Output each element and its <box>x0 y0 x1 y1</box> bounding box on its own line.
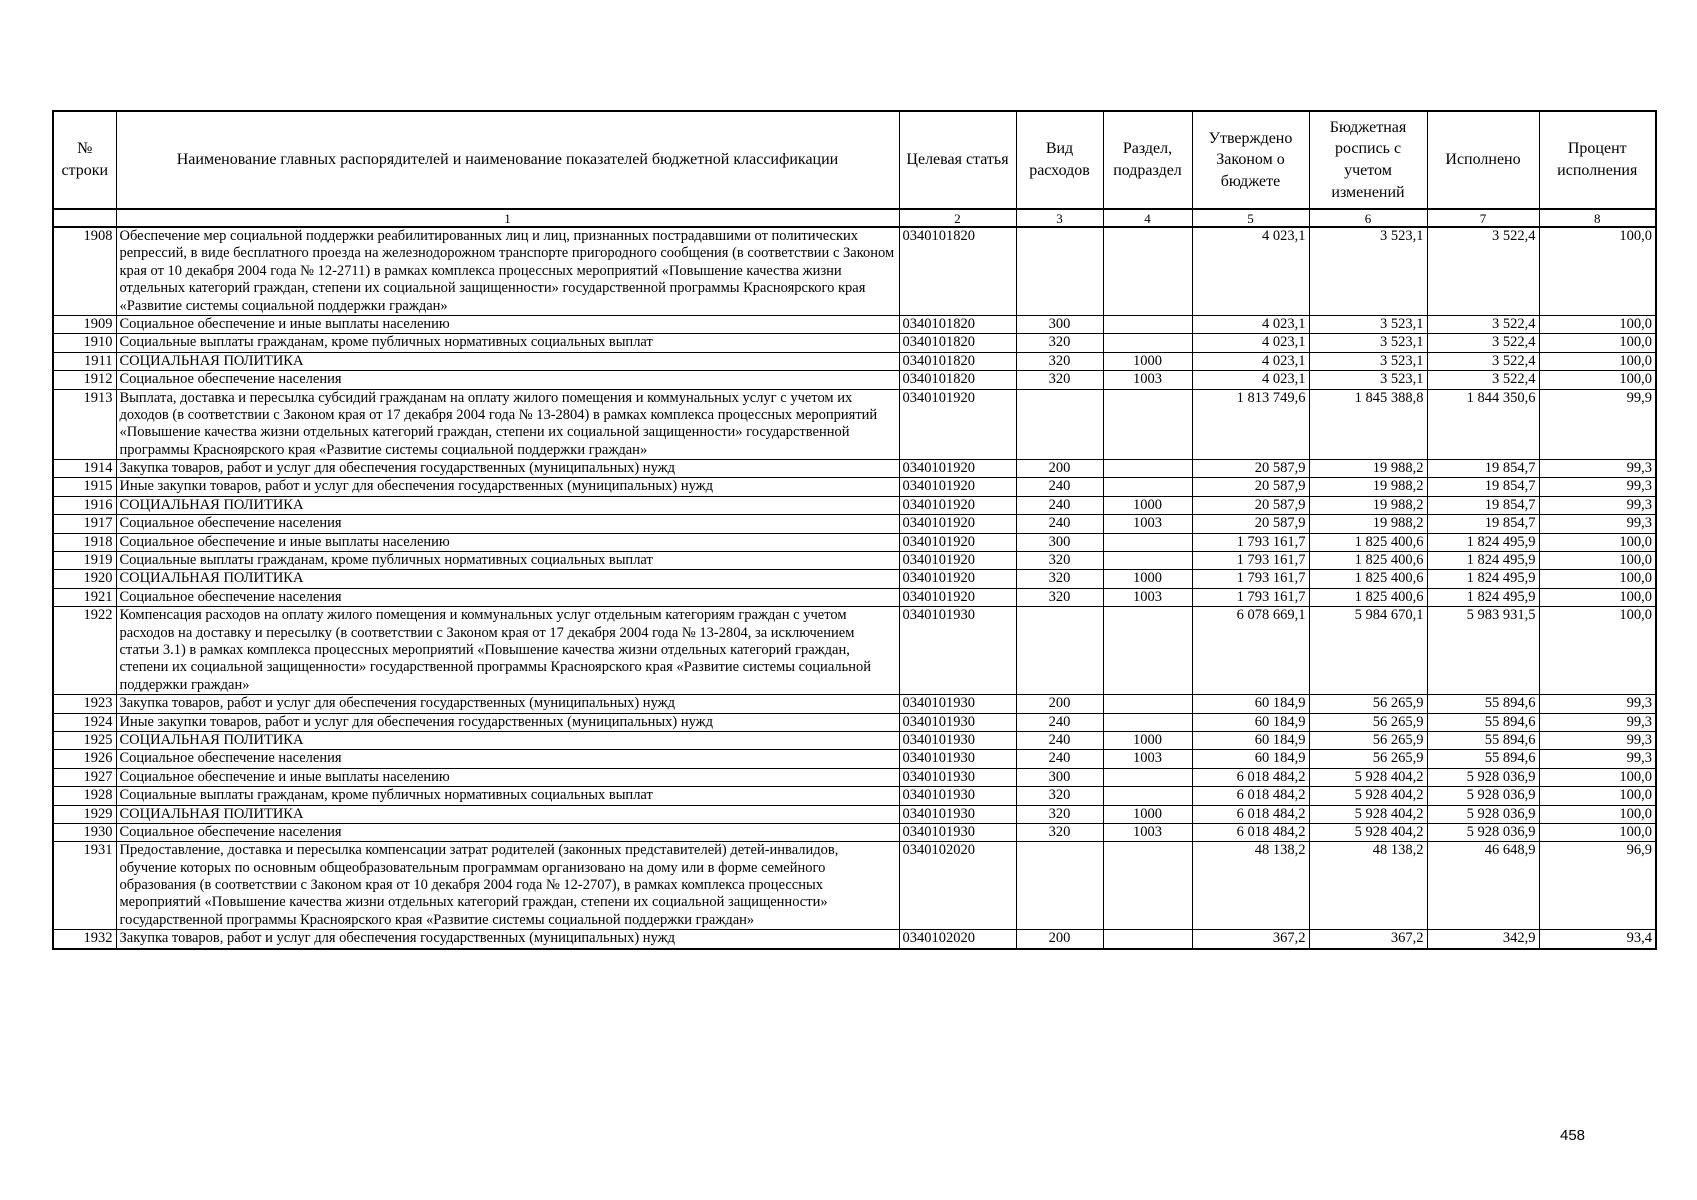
executed-amount-cell: 55 894,6 <box>1427 695 1539 713</box>
target-article-cell: 0340101820 <box>899 371 1016 389</box>
indicator-name-cell: Закупка товаров, работ и услуг для обеспечения государственных (муниципальных) нужд <box>116 930 899 949</box>
header-section: Раздел, подраздел <box>1103 111 1192 209</box>
execution-percent-cell: 99,3 <box>1539 695 1656 713</box>
table-row <box>53 588 1656 606</box>
budget-list-amount-cell: 5 928 404,2 <box>1309 805 1427 823</box>
execution-percent-cell: 100,0 <box>1539 588 1656 606</box>
approved-amount-cell: 60 184,9 <box>1192 713 1309 731</box>
expense-type-cell: 240 <box>1016 750 1103 768</box>
budget-list-amount-cell: 5 928 404,2 <box>1309 823 1427 841</box>
approved-amount-cell: 20 587,9 <box>1192 460 1309 478</box>
table-row <box>53 533 1656 551</box>
indicator-name-cell: Социальное обеспечение и иные выплаты населению <box>116 768 899 786</box>
row-number-cell: 1917 <box>53 515 116 533</box>
header-approved: Утверждено Законом о бюджете <box>1192 111 1309 209</box>
table-row <box>53 805 1656 823</box>
section-cell: 1000 <box>1103 731 1192 749</box>
approved-amount-cell: 1 793 161,7 <box>1192 588 1309 606</box>
approved-amount-cell: 60 184,9 <box>1192 695 1309 713</box>
execution-percent-cell: 100,0 <box>1539 768 1656 786</box>
header-expense-type: Вид расходов <box>1016 111 1103 209</box>
executed-amount-cell: 3 522,4 <box>1427 227 1539 315</box>
executed-amount-cell: 1 824 495,9 <box>1427 533 1539 551</box>
table-row <box>53 352 1656 370</box>
column-number: 4 <box>1103 209 1192 227</box>
execution-percent-cell: 99,3 <box>1539 713 1656 731</box>
expense-type-cell: 320 <box>1016 371 1103 389</box>
section-cell: 1000 <box>1103 570 1192 588</box>
row-number-cell: 1918 <box>53 533 116 551</box>
indicator-name-cell: Социальные выплаты гражданам, кроме публичных нормативных социальных выплат <box>116 787 899 805</box>
budget-list-amount-cell: 19 988,2 <box>1309 496 1427 514</box>
table-row <box>53 371 1656 389</box>
expense-type-cell: 320 <box>1016 823 1103 841</box>
executed-amount-cell: 46 648,9 <box>1427 842 1539 930</box>
indicator-name-cell: Социальное обеспечение населения <box>116 588 899 606</box>
budget-list-amount-cell: 367,2 <box>1309 930 1427 949</box>
expense-type-cell: 320 <box>1016 352 1103 370</box>
budget-list-amount-cell: 3 523,1 <box>1309 352 1427 370</box>
approved-amount-cell: 6 078 669,1 <box>1192 607 1309 695</box>
row-number-cell: 1916 <box>53 496 116 514</box>
indicator-name-cell: Компенсация расходов на оплату жилого помещения и коммунальных услуг отдельным категориям граждан с учетом расходов на доставку и пересылку (в соответствии с Законом края от 17 декабря 2004 года № 13-2804, за исключением статьи 3.1) в рамках комплекса процессных мероприятий «Повышение качества жизни отдельных категорий граждан, степени их социальной защищенности» государственной программы Красноярского края «Развитие системы социальной поддержки граждан» <box>116 607 899 695</box>
approved-amount-cell: 1 793 161,7 <box>1192 570 1309 588</box>
target-article-cell: 0340101930 <box>899 731 1016 749</box>
row-number-cell: 1910 <box>53 334 116 352</box>
expense-type-cell: 320 <box>1016 805 1103 823</box>
indicator-name-cell: СОЦИАЛЬНАЯ ПОЛИТИКА <box>116 570 899 588</box>
expense-type-cell <box>1016 842 1103 930</box>
page-number: 458 <box>1560 1127 1586 1144</box>
section-cell <box>1103 607 1192 695</box>
section-cell: 1000 <box>1103 352 1192 370</box>
column-number: 2 <box>899 209 1016 227</box>
approved-amount-cell: 367,2 <box>1192 930 1309 949</box>
execution-percent-cell: 99,9 <box>1539 389 1656 460</box>
row-number-cell: 1921 <box>53 588 116 606</box>
executed-amount-cell: 55 894,6 <box>1427 731 1539 749</box>
table-header-row <box>53 111 1656 209</box>
target-article-cell: 0340101930 <box>899 787 1016 805</box>
execution-percent-cell: 100,0 <box>1539 315 1656 333</box>
section-cell <box>1103 787 1192 805</box>
execution-percent-cell: 96,9 <box>1539 842 1656 930</box>
table-row <box>53 315 1656 333</box>
row-number-cell: 1930 <box>53 823 116 841</box>
section-cell: 1003 <box>1103 750 1192 768</box>
indicator-name-cell: Социальные выплаты гражданам, кроме публичных нормативных социальных выплат <box>116 552 899 570</box>
approved-amount-cell: 1 793 161,7 <box>1192 533 1309 551</box>
expense-type-cell: 320 <box>1016 334 1103 352</box>
executed-amount-cell: 19 854,7 <box>1427 478 1539 496</box>
execution-percent-cell: 100,0 <box>1539 607 1656 695</box>
column-number: 8 <box>1539 209 1656 227</box>
row-number-cell: 1925 <box>53 731 116 749</box>
approved-amount-cell: 6 018 484,2 <box>1192 787 1309 805</box>
executed-amount-cell: 1 824 495,9 <box>1427 570 1539 588</box>
approved-amount-cell: 4 023,1 <box>1192 352 1309 370</box>
section-cell <box>1103 478 1192 496</box>
target-article-cell: 0340101930 <box>899 805 1016 823</box>
executed-amount-cell: 55 894,6 <box>1427 750 1539 768</box>
header-target-article: Целевая статья <box>899 111 1016 209</box>
target-article-cell: 0340101920 <box>899 389 1016 460</box>
target-article-cell: 0340101920 <box>899 478 1016 496</box>
section-cell: 1003 <box>1103 371 1192 389</box>
row-number-cell: 1926 <box>53 750 116 768</box>
budget-list-amount-cell: 48 138,2 <box>1309 842 1427 930</box>
expense-type-cell: 300 <box>1016 768 1103 786</box>
executed-amount-cell: 5 928 036,9 <box>1427 768 1539 786</box>
target-article-cell: 0340101920 <box>899 570 1016 588</box>
approved-amount-cell: 4 023,1 <box>1192 371 1309 389</box>
header-executed: Исполнено <box>1427 111 1539 209</box>
table-row <box>53 496 1656 514</box>
approved-amount-cell: 4 023,1 <box>1192 334 1309 352</box>
executed-amount-cell: 55 894,6 <box>1427 713 1539 731</box>
table-row <box>53 570 1656 588</box>
approved-amount-cell: 1 813 749,6 <box>1192 389 1309 460</box>
approved-amount-cell: 6 018 484,2 <box>1192 768 1309 786</box>
indicator-name-cell: Закупка товаров, работ и услуг для обеспечения государственных (муниципальных) нужд <box>116 460 899 478</box>
header-budget-list: Бюджетная роспись с учетом изменений <box>1309 111 1427 209</box>
target-article-cell: 0340101820 <box>899 334 1016 352</box>
approved-amount-cell: 60 184,9 <box>1192 750 1309 768</box>
table-row <box>53 842 1656 930</box>
table-row <box>53 515 1656 533</box>
table-row <box>53 334 1656 352</box>
column-number: 7 <box>1427 209 1539 227</box>
section-cell: 1003 <box>1103 515 1192 533</box>
row-number-cell: 1932 <box>53 930 116 949</box>
table-row <box>53 460 1656 478</box>
row-number-cell: 1919 <box>53 552 116 570</box>
target-article-cell: 0340101820 <box>899 352 1016 370</box>
column-number: 1 <box>116 209 899 227</box>
row-number-cell: 1924 <box>53 713 116 731</box>
budget-list-amount-cell: 56 265,9 <box>1309 750 1427 768</box>
column-number-row <box>53 209 1656 227</box>
table-row <box>53 768 1656 786</box>
row-number-cell: 1928 <box>53 787 116 805</box>
indicator-name-cell: Социальное обеспечение и иные выплаты населению <box>116 315 899 333</box>
expense-type-cell: 240 <box>1016 496 1103 514</box>
execution-percent-cell: 100,0 <box>1539 371 1656 389</box>
target-article-cell: 0340101930 <box>899 823 1016 841</box>
indicator-name-cell: Иные закупки товаров, работ и услуг для обеспечения государственных (муниципальных) нужд <box>116 713 899 731</box>
budget-list-amount-cell: 1 825 400,6 <box>1309 533 1427 551</box>
execution-percent-cell: 93,4 <box>1539 930 1656 949</box>
approved-amount-cell: 6 018 484,2 <box>1192 823 1309 841</box>
executed-amount-cell: 3 522,4 <box>1427 334 1539 352</box>
column-number: 6 <box>1309 209 1427 227</box>
table-row <box>53 227 1656 315</box>
indicator-name-cell: СОЦИАЛЬНАЯ ПОЛИТИКА <box>116 805 899 823</box>
execution-percent-cell: 100,0 <box>1539 805 1656 823</box>
row-number-cell: 1931 <box>53 842 116 930</box>
target-article-cell: 0340101920 <box>899 588 1016 606</box>
expense-type-cell <box>1016 227 1103 315</box>
table-row <box>53 607 1656 695</box>
row-number-cell: 1912 <box>53 371 116 389</box>
target-article-cell: 0340101920 <box>899 515 1016 533</box>
target-article-cell: 0340101920 <box>899 496 1016 514</box>
header-row-no: № строки <box>53 111 116 209</box>
target-article-cell: 0340101820 <box>899 315 1016 333</box>
execution-percent-cell: 100,0 <box>1539 552 1656 570</box>
indicator-name-cell: СОЦИАЛЬНАЯ ПОЛИТИКА <box>116 496 899 514</box>
budget-list-amount-cell: 3 523,1 <box>1309 371 1427 389</box>
section-cell <box>1103 842 1192 930</box>
expense-type-cell: 240 <box>1016 731 1103 749</box>
row-number-cell: 1914 <box>53 460 116 478</box>
budget-list-amount-cell: 19 988,2 <box>1309 460 1427 478</box>
table-row <box>53 750 1656 768</box>
execution-percent-cell: 99,3 <box>1539 496 1656 514</box>
indicator-name-cell: Предоставление, доставка и пересылка компенсации затрат родителей (законных представителей) детей-инвалидов, обучение которых по основным общеобразовательным программам организовано на дому или в форме семейного образования (в соответствии с Законом края от 10 декабря 2004 года № 12-2707), в рамках комплекса процессных мероприятий «Повышение качества жизни отдельных категорий граждан, степени их социальной защищенности» государственной программы Красноярского края «Развитие системы социальной поддержки граждан» <box>116 842 899 930</box>
expense-type-cell <box>1016 389 1103 460</box>
expense-type-cell: 300 <box>1016 533 1103 551</box>
section-cell <box>1103 460 1192 478</box>
budget-list-amount-cell: 1 825 400,6 <box>1309 588 1427 606</box>
column-number: 5 <box>1192 209 1309 227</box>
expense-type-cell: 200 <box>1016 460 1103 478</box>
target-article-cell: 0340101920 <box>899 552 1016 570</box>
header-percent: Процент исполнения <box>1539 111 1656 209</box>
indicator-name-cell: СОЦИАЛЬНАЯ ПОЛИТИКА <box>116 731 899 749</box>
table-row <box>53 713 1656 731</box>
section-cell: 1000 <box>1103 805 1192 823</box>
target-article-cell: 0340101930 <box>899 750 1016 768</box>
target-article-cell: 0340101930 <box>899 713 1016 731</box>
execution-percent-cell: 100,0 <box>1539 227 1656 315</box>
section-cell <box>1103 334 1192 352</box>
indicator-name-cell: Социальное обеспечение и иные выплаты населению <box>116 533 899 551</box>
expense-type-cell: 200 <box>1016 930 1103 949</box>
executed-amount-cell: 3 522,4 <box>1427 352 1539 370</box>
execution-percent-cell: 100,0 <box>1539 533 1656 551</box>
row-number-cell: 1915 <box>53 478 116 496</box>
execution-percent-cell: 99,3 <box>1539 460 1656 478</box>
execution-percent-cell: 99,3 <box>1539 515 1656 533</box>
executed-amount-cell: 1 844 350,6 <box>1427 389 1539 460</box>
table-row <box>53 731 1656 749</box>
approved-amount-cell: 20 587,9 <box>1192 478 1309 496</box>
section-cell <box>1103 315 1192 333</box>
budget-list-amount-cell: 3 523,1 <box>1309 334 1427 352</box>
budget-list-amount-cell: 5 928 404,2 <box>1309 768 1427 786</box>
target-article-cell: 0340101920 <box>899 533 1016 551</box>
row-number-cell: 1913 <box>53 389 116 460</box>
target-article-cell: 0340101920 <box>899 460 1016 478</box>
budget-list-amount-cell: 3 523,1 <box>1309 227 1427 315</box>
approved-amount-cell: 6 018 484,2 <box>1192 805 1309 823</box>
row-number-cell: 1920 <box>53 570 116 588</box>
executed-amount-cell: 5 983 931,5 <box>1427 607 1539 695</box>
expense-type-cell: 320 <box>1016 588 1103 606</box>
approved-amount-cell: 1 793 161,7 <box>1192 552 1309 570</box>
table-row <box>53 552 1656 570</box>
execution-percent-cell: 100,0 <box>1539 787 1656 805</box>
section-cell <box>1103 713 1192 731</box>
target-article-cell: 0340101820 <box>899 227 1016 315</box>
executed-amount-cell: 19 854,7 <box>1427 460 1539 478</box>
expense-type-cell: 320 <box>1016 787 1103 805</box>
target-article-cell: 0340102020 <box>899 842 1016 930</box>
row-number-cell: 1909 <box>53 315 116 333</box>
executed-amount-cell: 5 928 036,9 <box>1427 823 1539 841</box>
indicator-name-cell: Социальное обеспечение населения <box>116 823 899 841</box>
row-number-cell: 1923 <box>53 695 116 713</box>
section-cell <box>1103 389 1192 460</box>
budget-list-amount-cell: 5 928 404,2 <box>1309 787 1427 805</box>
execution-percent-cell: 99,3 <box>1539 731 1656 749</box>
approved-amount-cell: 4 023,1 <box>1192 227 1309 315</box>
expense-type-cell: 200 <box>1016 695 1103 713</box>
approved-amount-cell: 48 138,2 <box>1192 842 1309 930</box>
expense-type-cell: 240 <box>1016 478 1103 496</box>
section-cell: 1003 <box>1103 588 1192 606</box>
executed-amount-cell: 5 928 036,9 <box>1427 805 1539 823</box>
expense-type-cell: 240 <box>1016 515 1103 533</box>
row-number-cell: 1922 <box>53 607 116 695</box>
expense-type-cell: 300 <box>1016 315 1103 333</box>
column-number <box>53 209 116 227</box>
row-number-cell: 1911 <box>53 352 116 370</box>
budget-list-amount-cell: 56 265,9 <box>1309 695 1427 713</box>
budget-list-amount-cell: 3 523,1 <box>1309 315 1427 333</box>
indicator-name-cell: Социальное обеспечение населения <box>116 371 899 389</box>
approved-amount-cell: 20 587,9 <box>1192 496 1309 514</box>
budget-list-amount-cell: 19 988,2 <box>1309 478 1427 496</box>
target-article-cell: 0340101930 <box>899 607 1016 695</box>
expense-type-cell: 240 <box>1016 713 1103 731</box>
indicator-name-cell: Выплата, доставка и пересылка субсидий гражданам на оплату жилого помещения и коммунальных услуг с учетом их доходов (в соответствии с Законом края от 17 декабря 2004 года № 13-2804) в рамках комплекса процессных мероприятий «Повышение качества жизни отдельных категорий граждан, степени их социальной защищенности» государственной программы Красноярского края «Развитие системы социальной поддержки граждан» <box>116 389 899 460</box>
executed-amount-cell: 5 928 036,9 <box>1427 787 1539 805</box>
table-row <box>53 930 1656 949</box>
executed-amount-cell: 3 522,4 <box>1427 371 1539 389</box>
executed-amount-cell: 19 854,7 <box>1427 515 1539 533</box>
approved-amount-cell: 4 023,1 <box>1192 315 1309 333</box>
indicator-name-cell: Иные закупки товаров, работ и услуг для обеспечения государственных (муниципальных) нужд <box>116 478 899 496</box>
approved-amount-cell: 60 184,9 <box>1192 731 1309 749</box>
executed-amount-cell: 342,9 <box>1427 930 1539 949</box>
indicator-name-cell: Социальное обеспечение населения <box>116 750 899 768</box>
target-article-cell: 0340101930 <box>899 768 1016 786</box>
indicator-name-cell: СОЦИАЛЬНАЯ ПОЛИТИКА <box>116 352 899 370</box>
table-row <box>53 478 1656 496</box>
table-body <box>53 227 1656 949</box>
table-row <box>53 823 1656 841</box>
execution-percent-cell: 100,0 <box>1539 823 1656 841</box>
indicator-name-cell: Обеспечение мер социальной поддержки реабилитированных лиц и лиц, признанных пострадавшими от политических репрессий, в виде бесплатного проезда на железнодорожном транспорте пригородного сообщения (в соответствии с Законом края от 10 декабря 2004 года № 12-2711) в рамках комплекса процессных мероприятий «Повышение качества жизни отдельных категорий граждан, степени их социальной защищенности» государственной программы Красноярского края «Развитие системы социальной поддержки граждан» <box>116 227 899 315</box>
indicator-name-cell: Социальное обеспечение населения <box>116 515 899 533</box>
table-row <box>53 787 1656 805</box>
target-article-cell: 0340102020 <box>899 930 1016 949</box>
section-cell <box>1103 695 1192 713</box>
budget-list-amount-cell: 19 988,2 <box>1309 515 1427 533</box>
indicator-name-cell: Закупка товаров, работ и услуг для обеспечения государственных (муниципальных) нужд <box>116 695 899 713</box>
section-cell <box>1103 552 1192 570</box>
execution-percent-cell: 99,3 <box>1539 750 1656 768</box>
section-cell <box>1103 930 1192 949</box>
execution-percent-cell: 100,0 <box>1539 334 1656 352</box>
target-article-cell: 0340101930 <box>899 695 1016 713</box>
executed-amount-cell: 19 854,7 <box>1427 496 1539 514</box>
approved-amount-cell: 20 587,9 <box>1192 515 1309 533</box>
row-number-cell: 1927 <box>53 768 116 786</box>
row-number-cell: 1908 <box>53 227 116 315</box>
execution-percent-cell: 99,3 <box>1539 478 1656 496</box>
table-row <box>53 389 1656 460</box>
budget-list-amount-cell: 5 984 670,1 <box>1309 607 1427 695</box>
section-cell: 1000 <box>1103 496 1192 514</box>
expense-type-cell: 320 <box>1016 570 1103 588</box>
executed-amount-cell: 1 824 495,9 <box>1427 588 1539 606</box>
budget-execution-table <box>52 110 1657 950</box>
section-cell <box>1103 768 1192 786</box>
expense-type-cell <box>1016 607 1103 695</box>
section-cell <box>1103 533 1192 551</box>
row-number-cell: 1929 <box>53 805 116 823</box>
expense-type-cell: 320 <box>1016 552 1103 570</box>
column-number: 3 <box>1016 209 1103 227</box>
section-cell <box>1103 227 1192 315</box>
execution-percent-cell: 100,0 <box>1539 570 1656 588</box>
budget-list-amount-cell: 56 265,9 <box>1309 731 1427 749</box>
budget-list-amount-cell: 56 265,9 <box>1309 713 1427 731</box>
budget-list-amount-cell: 1 825 400,6 <box>1309 552 1427 570</box>
indicator-name-cell: Социальные выплаты гражданам, кроме публичных нормативных социальных выплат <box>116 334 899 352</box>
header-name: Наименование главных распорядителей и наименование показателей бюджетной классификации <box>116 111 899 209</box>
execution-percent-cell: 100,0 <box>1539 352 1656 370</box>
budget-list-amount-cell: 1 845 388,8 <box>1309 389 1427 460</box>
executed-amount-cell: 1 824 495,9 <box>1427 552 1539 570</box>
section-cell: 1003 <box>1103 823 1192 841</box>
table-row <box>53 695 1656 713</box>
budget-list-amount-cell: 1 825 400,6 <box>1309 570 1427 588</box>
executed-amount-cell: 3 522,4 <box>1427 315 1539 333</box>
